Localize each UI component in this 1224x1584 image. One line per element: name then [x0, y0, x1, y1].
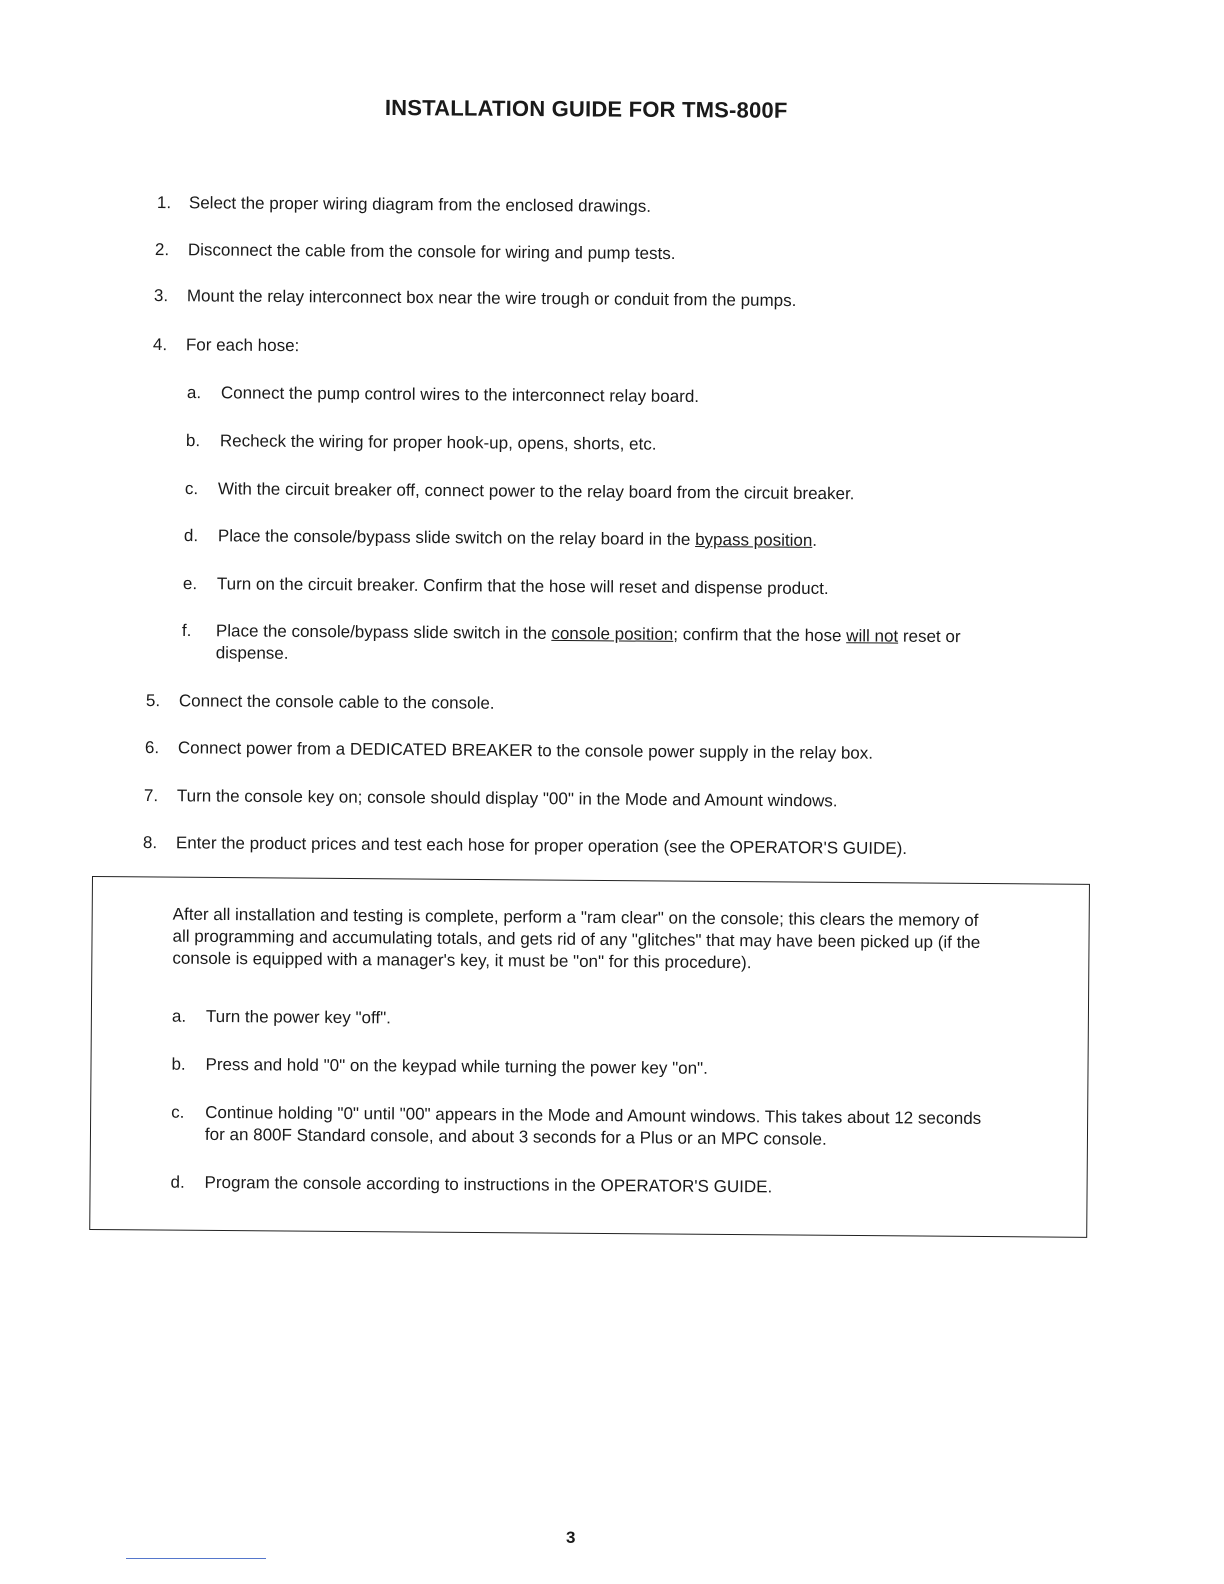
page-number: 3	[566, 1528, 576, 1547]
substep-letter: c.	[184, 478, 199, 499]
ram-clear-note-box	[89, 876, 1090, 1238]
substep-letter: b.	[185, 430, 201, 451]
substep-text: Turn the power key "off".	[205, 1006, 391, 1028]
substep-text: Continue holding "0" until "00" appears in the Mode and Amount windows. This takes about 12 seconds	[205, 1102, 982, 1128]
step-number: 6.	[144, 737, 160, 758]
ram-clear-paragraph: After all installation and testing is complete, perform a "ram clear" on the console; this clears the memory of all programming and accumulating totals, and gets rid of any "glitches" that may have been picked up (if the console is equipped with a manager's key, it must be "on" for this procedure).	[172, 904, 981, 973]
step-text: For each hose:	[185, 335, 300, 356]
step-text: Enter the product prices and test each hose for proper operation (see the OPERATOR'S GUIDE).	[175, 833, 908, 859]
step-text: Connect the console cable to the console.	[178, 691, 495, 713]
step-text: Connect power from a DEDICATED BREAKER to the console power supply in the relay box.	[177, 738, 874, 763]
step-text: Select the proper wiring diagram from the enclosed drawings.	[188, 193, 652, 216]
emphasis-underline: console position	[551, 623, 674, 644]
step-number: 7.	[143, 785, 159, 806]
substep-text: Connect the pump control wires to the interconnect relay board.	[220, 383, 700, 407]
emphasis-underline: bypass position	[695, 530, 813, 550]
substep-text: With the circuit breaker off, connect power to the relay board from the circuit breaker.	[217, 479, 855, 504]
substep-letter: f.	[181, 620, 192, 641]
substep-text: Press and hold "0" on the keypad while turning the power key "on".	[205, 1054, 708, 1078]
substep-text-line2: dispense.	[215, 643, 289, 663]
substep-letter: b.	[171, 1054, 186, 1074]
step-number: 3.	[153, 285, 169, 306]
step-text: Turn the console key on; console should display "00" in the Mode and Amount windows.	[176, 786, 838, 811]
step-text: Mount the relay interconnect box near the wire trough or conduit from the pumps.	[186, 286, 797, 311]
step-number: 5.	[145, 690, 161, 711]
substep-text: Program the console according to instructions in the OPERATOR'S GUIDE.	[204, 1172, 773, 1197]
substep-letter: a.	[171, 1006, 187, 1026]
step-text: Disconnect the cable from the console for wiring and pump tests.	[187, 240, 676, 264]
step-number: 8.	[142, 832, 158, 853]
substep-letter: d.	[170, 1172, 185, 1192]
substep-text-line2: for an 800F Standard console, and about 3 seconds for a Plus or an MPC console.	[204, 1124, 827, 1149]
page-title: INSTALLATION GUIDE FOR TMS-800F	[384, 95, 788, 123]
footer-rule	[126, 1558, 266, 1559]
substep-letter: a.	[186, 382, 202, 403]
substep-text: Place the console/bypass slide switch on the relay board in the bypass position.	[217, 526, 818, 550]
step-number: 4.	[152, 334, 168, 355]
step-number: 2.	[154, 239, 170, 260]
substep-letter: e.	[182, 573, 198, 594]
step-number: 1.	[156, 192, 172, 213]
emphasis-underline: will not	[846, 626, 899, 646]
substep-text: Recheck the wiring for proper hook-up, opens, shorts, etc.	[219, 431, 657, 454]
substep-text: Place the console/bypass slide switch in the console position; confirm that the hose will not reset or	[215, 621, 961, 647]
substep-text: Turn on the circuit breaker. Confirm that the hose will reset and dispense product.	[216, 574, 829, 599]
substep-letter: c.	[171, 1102, 185, 1122]
substep-letter: d.	[183, 525, 199, 546]
